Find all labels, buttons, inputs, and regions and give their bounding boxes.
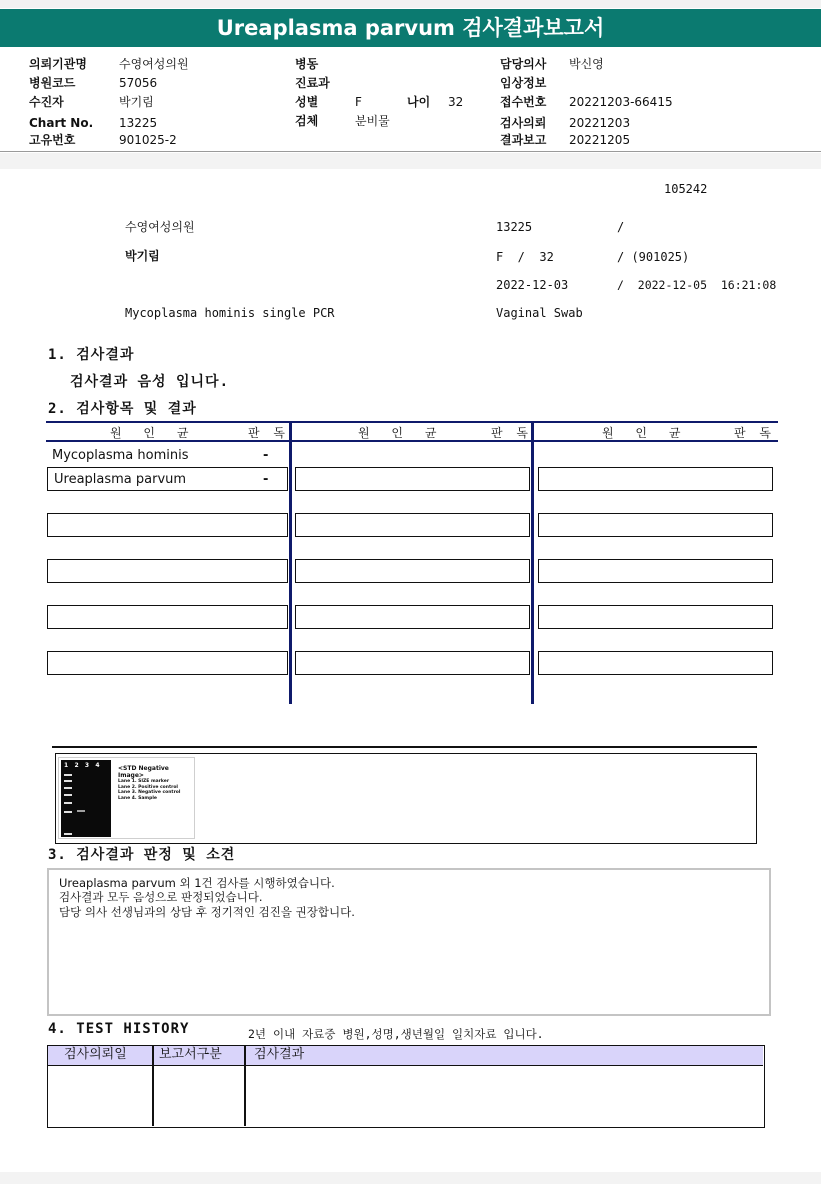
- info-report-datetime: / 2022-12-05 16:21:08: [617, 278, 777, 292]
- history-col-request-date: 검사의뢰일: [64, 1047, 127, 1062]
- history-table: [47, 1045, 765, 1128]
- specimen-value: 분비물: [355, 114, 390, 128]
- chart-no-label: Chart No.: [29, 116, 94, 130]
- chart-no-value: 13225: [119, 116, 158, 130]
- result-box-1-3: [47, 513, 288, 537]
- history-header-row: [48, 1046, 763, 1066]
- patient-value: 박기림: [119, 95, 154, 109]
- info-hospital: 수영여성의원: [125, 220, 195, 234]
- result-box-1-4: [47, 559, 288, 583]
- gel-legend-item: Lane 3. Negative control: [118, 790, 181, 795]
- report-code: 105242: [664, 182, 708, 196]
- results-col-divider-2: [531, 421, 534, 704]
- section1-summary: 검사결과 음성 입니다.: [70, 374, 230, 390]
- col-pathogen-header-2: 원 인 균: [358, 426, 446, 440]
- result-box-3-2: [538, 467, 773, 491]
- info-slash: /: [617, 220, 625, 234]
- gel-band: [64, 833, 72, 835]
- history-col-divider-1: [152, 1046, 154, 1126]
- gel-photo: [61, 760, 111, 837]
- report-title: Ureaplasma parvum 검사결과보고서: [0, 9, 821, 47]
- info-test-name: Mycoplasma hominis single PCR: [125, 306, 335, 320]
- info-patient-name: 박기림: [125, 249, 160, 263]
- section2-heading: 2. 검사항목 및 결과: [48, 401, 197, 417]
- header-divider: [0, 151, 821, 152]
- specimen-label: 검체: [295, 114, 319, 128]
- history-col-divider-2: [244, 1046, 246, 1126]
- result-name-2: Ureaplasma parvum: [54, 472, 187, 487]
- section4-note: 2년 이내 자료중 병원,성명,생년월일 일치자료 입니다.: [248, 1027, 544, 1041]
- receipt-no-label: 접수번호: [500, 95, 547, 109]
- gel-legend: [118, 779, 180, 801]
- gel-top-rule: [52, 746, 757, 748]
- result-box-2-6: [295, 651, 530, 675]
- unique-no-value: 901025-2: [119, 133, 177, 147]
- result-box-3-4: [538, 559, 773, 583]
- unique-no-label: 고유번호: [29, 133, 76, 147]
- test-request-value: 20221203: [569, 116, 631, 130]
- results-top-rule: [46, 421, 778, 423]
- age-value: 32: [448, 95, 464, 109]
- col-judgment-header-3: 판 독: [734, 426, 776, 440]
- result-box-3-6: [538, 651, 773, 675]
- result-box-2-4: [295, 559, 530, 583]
- opinion-line-1: Ureaplasma parvum 외 1건 검사를 시행하였습니다.: [59, 876, 335, 890]
- col-judgment-header-1: 판 독: [248, 426, 290, 440]
- opinion-box: [47, 868, 771, 1016]
- clinical-info-label: 임상정보: [500, 76, 547, 90]
- hospital-code-value: 57056: [119, 76, 158, 90]
- result-box-3-3: [538, 513, 773, 537]
- gel-band: [64, 787, 72, 789]
- info-chart-no: 13225: [496, 220, 533, 234]
- gel-band: [64, 774, 72, 776]
- history-col-result: 검사결과: [254, 1047, 305, 1062]
- info-sex-age: F / 32: [496, 250, 554, 264]
- sex-label: 성별: [295, 95, 319, 109]
- result-box-1-5: [47, 605, 288, 629]
- result-report-value: 20221205: [569, 133, 631, 147]
- patient-label: 수진자: [29, 95, 64, 109]
- info-birth: / (901025): [617, 250, 690, 264]
- result-box-2-5: [295, 605, 530, 629]
- gel-title: <STD Negative Image>: [118, 765, 169, 779]
- gel-band: [64, 811, 72, 813]
- section4-heading: 4. TEST HISTORY: [48, 1021, 190, 1037]
- gel-legend-item: Lane 4. Sample: [118, 795, 157, 801]
- history-col-report-type: 보고서구분: [159, 1047, 222, 1062]
- hospital-code-label: 병원코드: [29, 76, 76, 90]
- test-request-label: 검사의뢰: [500, 116, 547, 130]
- receipt-no-value: 20221203-66415: [569, 95, 673, 109]
- result-name-1: Mycoplasma hominis: [52, 448, 189, 463]
- gel-legend-item: Lane 1. SIZE marker: [118, 779, 170, 784]
- result-box-2-3: [295, 513, 530, 537]
- hospital-name-value: 수영여성의원: [119, 57, 189, 71]
- gel-lane-numbers: 1 2 3 4: [64, 762, 100, 769]
- gel-band: [64, 794, 72, 796]
- result-box-3-5: [538, 605, 773, 629]
- col-pathogen-header-1: 원 인 균: [110, 426, 198, 440]
- gel-legend-item: Lane 2. Positive control: [118, 784, 178, 790]
- info-specimen: Vaginal Swab: [496, 306, 583, 320]
- opinion-line-2: 검사결과 모두 음성으로 판정되었습니다.: [59, 890, 263, 904]
- gel-image: [58, 757, 195, 839]
- info-request-date: 2022-12-03: [496, 278, 569, 292]
- opinion-line-3: 담당 의사 선생님과의 상담 후 정기적인 검진을 권장합니다.: [59, 905, 355, 919]
- top-strip: [0, 0, 821, 8]
- result-value-1: -: [263, 448, 269, 463]
- result-value-2: -: [263, 472, 269, 487]
- hospital-name-label: 의뢰기관명: [29, 57, 87, 71]
- sex-value: F: [355, 95, 362, 109]
- header-gap-strip: [0, 153, 821, 169]
- gel-band: [77, 810, 85, 812]
- dept-label: 진료과: [295, 76, 330, 90]
- doctor-value: 박신영: [569, 57, 604, 71]
- result-report-label: 결과보고: [500, 133, 547, 147]
- doctor-label: 담당의사: [500, 57, 547, 71]
- section1-heading: 1. 검사결과: [48, 347, 135, 363]
- bottom-strip: [0, 1172, 821, 1184]
- col-pathogen-header-3: 원 인 균: [602, 426, 690, 440]
- result-box-1-6: [47, 651, 288, 675]
- age-label: 나이: [407, 95, 431, 109]
- col-judgment-header-2: 판 독: [491, 426, 533, 440]
- results-col-divider-1: [289, 421, 292, 704]
- result-box-2-2: [295, 467, 530, 491]
- gel-band: [64, 802, 72, 804]
- ward-label: 병동: [295, 57, 319, 71]
- section3-heading: 3. 검사결과 판정 및 소견: [48, 847, 236, 863]
- gel-band: [64, 780, 72, 782]
